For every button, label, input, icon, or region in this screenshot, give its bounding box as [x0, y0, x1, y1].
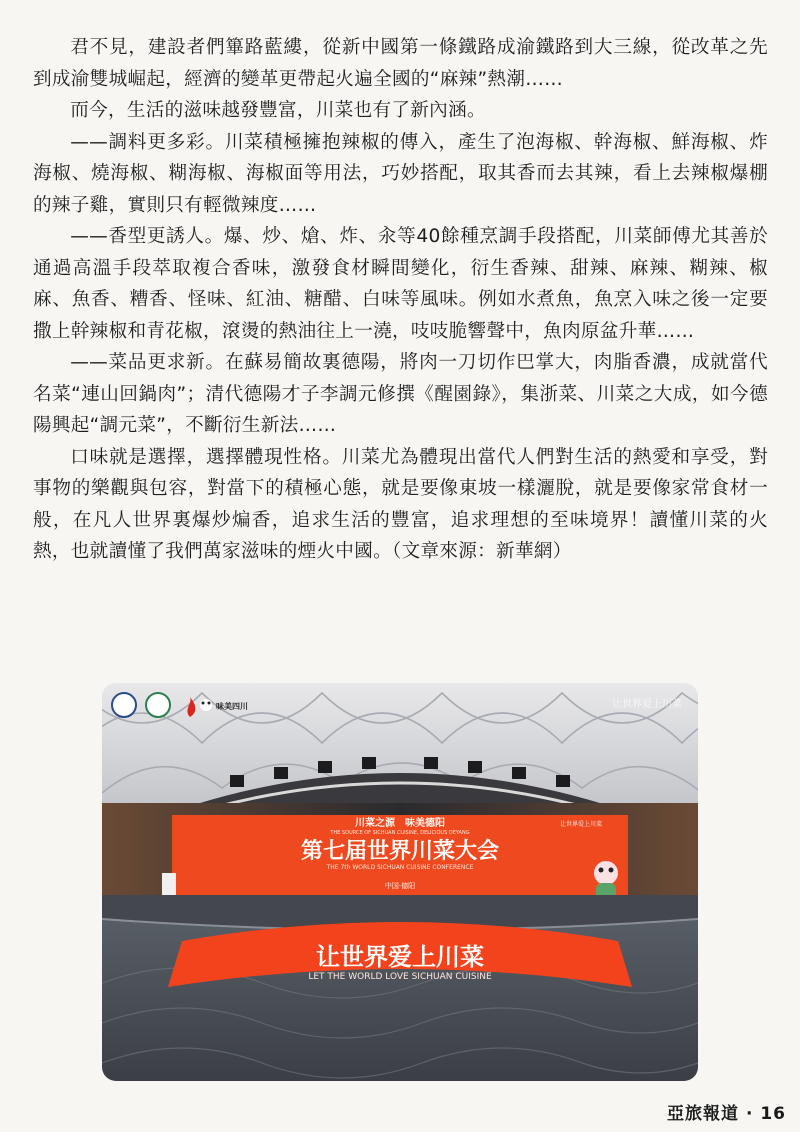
paragraph: 君不見，建設者們篳路藍縷，從新中國第一條鐵路成渝鐵路到大三線，從改革之先到成渝雙城崛起，經濟的變革更帶起火遍全國的“麻辣”熱潮……: [33, 37, 768, 90]
banner-place: 中国·德阳: [384, 882, 416, 890]
top-right-watermark: 让世界爱上川菜: [612, 699, 682, 710]
paragraph: ——調料更多彩。川菜積極擁抱辣椒的傳入，產生了泡海椒、幹海椒、鮮海椒、炸海椒、燒海椒、糊海椒、海椒面等用法，巧妙搭配，取其香而去其辣，看上去辣椒爆棚的辣子雞，實則只有輕微辣度……: [33, 131, 768, 216]
stage-slogan: 让世界爱上川菜: [316, 942, 484, 971]
page-footer: [667, 1099, 786, 1124]
paragraph: 口味就是選擇，選擇體現性格。川菜尤為體現出當代人們對生活的熱愛和享受，對事物的樂觀與包容，對當下的積極心態，就是要像東坡一樣灑脫，就是要像家常食材一般，在凡人世界裏爆炒煸香，追求生活的豐富，追求理想的至味境界！讀懂川菜的火熱，也就讀懂了我們萬家滋味的煙火中國。（文章來源：新華網）: [33, 446, 768, 562]
footer-separator: ·: [745, 1104, 754, 1124]
banner-slogan-en: THE SOURCE OF SICHUAN CUISINE, DELICIOUS DEYANG: [330, 830, 470, 836]
conference-photo: [102, 683, 698, 1081]
paragraph: ——香型更誘人。爆、炒、熗、炸、汆等40餘種烹調手段搭配，川菜師傅尤其善於通過高溫手段萃取複合香味，激發食材瞬間變化，衍生香辣、甜辣、麻辣、糊辣、椒麻、魚香、糟香、怪味、紅油、糖醋、白味等風味。例如水煮魚，魚烹入味之後一定要撒上幹辣椒和青花椒，滾燙的熱油往上一澆，吱吱脆響聲中，魚肉原盆升華……: [33, 226, 768, 342]
stage-slogan-en: LET THE WORLD LOVE SICHUAN CUISINE: [308, 972, 492, 982]
paragraph: 而今，生活的滋味越發豐富，川菜也有了新內涵。: [70, 100, 486, 121]
page-number: 16: [760, 1104, 786, 1124]
banner-corner-text: 让世界爱上川菜: [559, 821, 602, 828]
banner-title-en: THE 7th WORLD SICHUAN CUISINE CONFERENCE: [326, 864, 474, 871]
publication-name: 亞旅報道: [667, 1104, 740, 1124]
banner-slogan: 川菜之源 味美德阳: [355, 818, 445, 829]
article-body: [33, 32, 768, 568]
logo-text: 味美四川: [216, 702, 248, 711]
banner-title: 第七届世界川菜大会: [300, 839, 500, 864]
paragraph: ——菜品更求新。在蘇易簡故裏德陽，將肉一刀切作巴掌大，肉脂香濃，成就當代名菜“連山回鍋肉”；清代德陽才子李調元修撰《醒園錄》，集浙菜、川菜之大成，如今德陽興起“調元菜”，不斷衍生新法……: [33, 352, 768, 436]
